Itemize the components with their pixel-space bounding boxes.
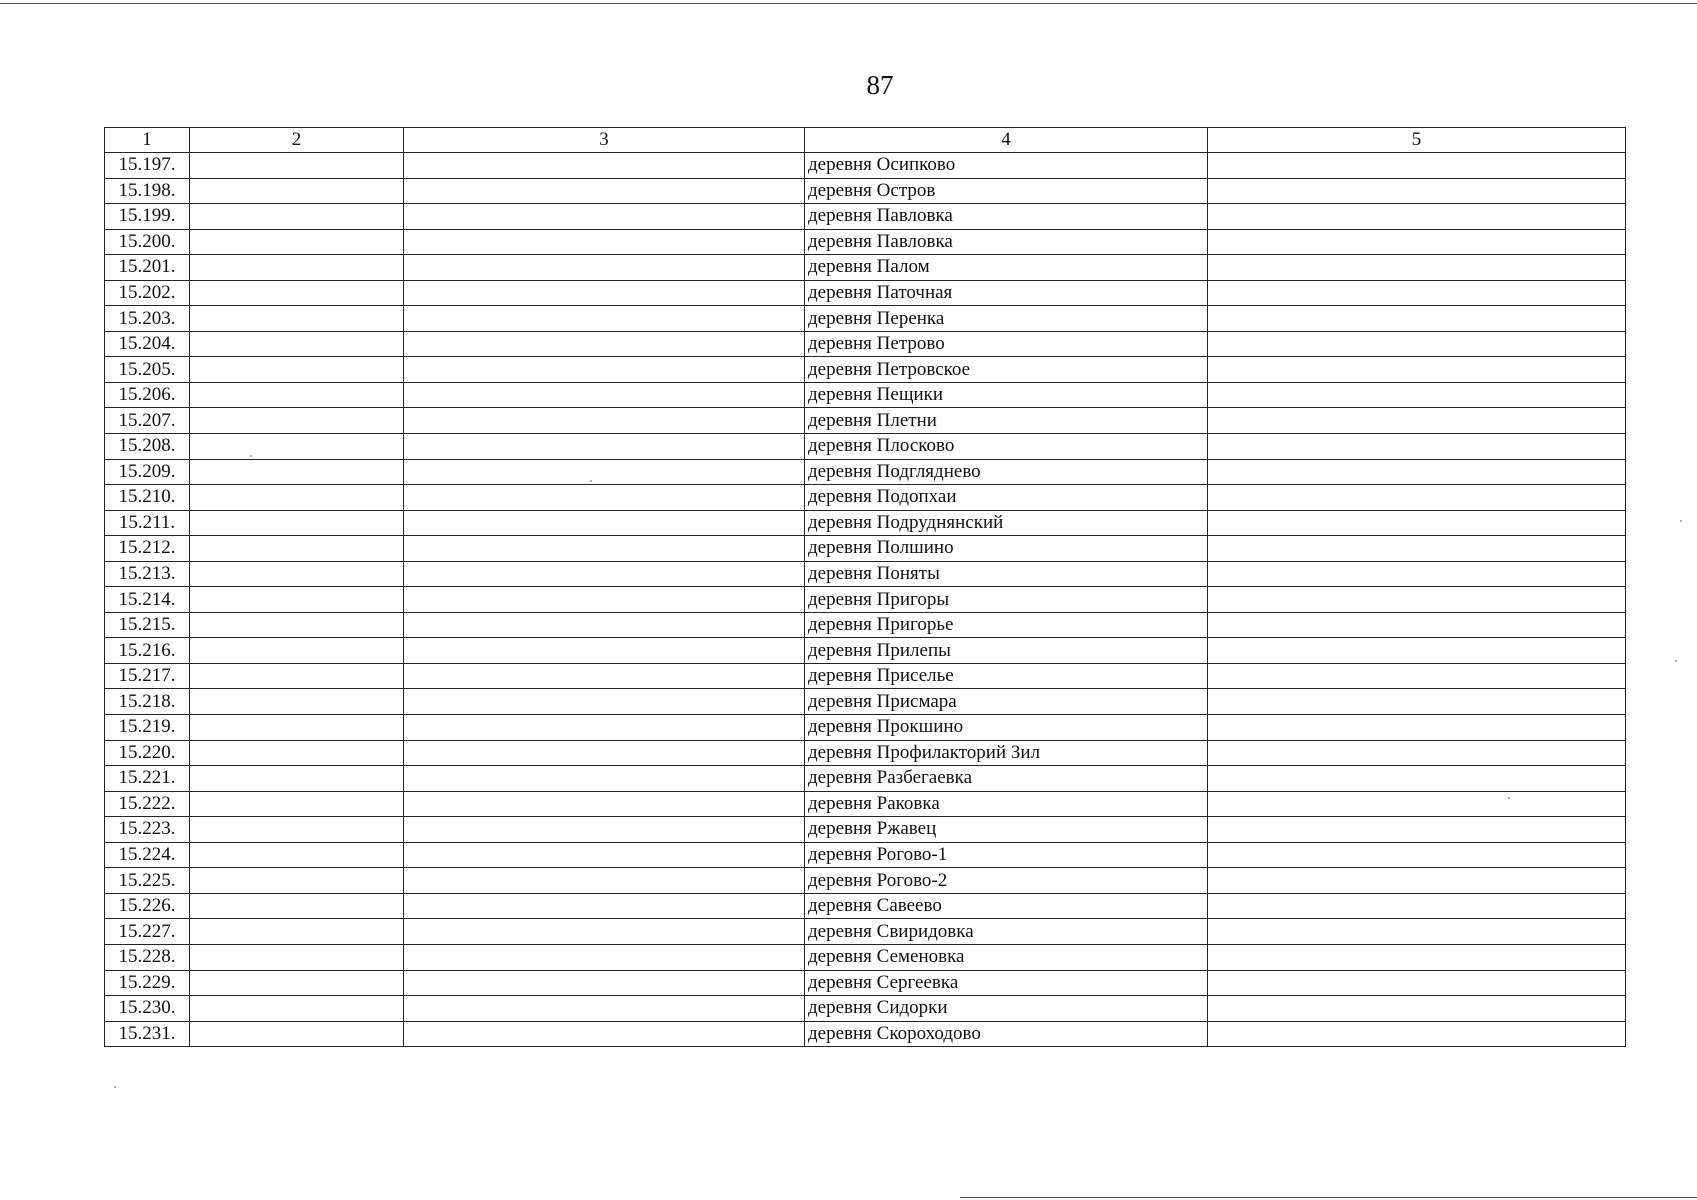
settlement-name-cell: деревня Пригорье xyxy=(805,612,1208,638)
column-5-cell xyxy=(1208,510,1626,536)
column-5-cell xyxy=(1208,1021,1626,1047)
settlement-name-cell: деревня Остров xyxy=(805,178,1208,204)
settlement-name-cell: деревня Подруднянский xyxy=(805,510,1208,536)
row-number-cell: 15.209. xyxy=(105,459,190,485)
row-number-cell: 15.221. xyxy=(105,766,190,792)
column-2-cell xyxy=(190,587,404,613)
column-5-cell xyxy=(1208,944,1626,970)
column-2-cell xyxy=(190,919,404,945)
column-2-cell xyxy=(190,663,404,689)
table-row xyxy=(105,255,1626,281)
column-3-cell xyxy=(404,944,805,970)
settlement-name-cell: деревня Разбегаевка xyxy=(805,766,1208,792)
table-row xyxy=(105,178,1626,204)
column-3-cell xyxy=(404,408,805,434)
table-row xyxy=(105,434,1626,460)
page-number: 87 xyxy=(866,70,894,100)
column-2-cell xyxy=(190,408,404,434)
column-3-cell xyxy=(404,280,805,306)
settlement-name-cell: деревня Сидорки xyxy=(805,996,1208,1022)
settlement-name-cell: деревня Пригоры xyxy=(805,587,1208,613)
settlement-name-cell: деревня Подопхаи xyxy=(805,485,1208,511)
scan-speck xyxy=(250,455,252,457)
column-2-cell xyxy=(190,204,404,230)
table-row xyxy=(105,561,1626,587)
column-3-cell xyxy=(404,255,805,281)
column-3-cell xyxy=(404,893,805,919)
row-number-cell: 15.229. xyxy=(105,970,190,996)
column-header-4: 4 xyxy=(805,128,1208,153)
column-5-cell xyxy=(1208,638,1626,664)
table-row xyxy=(105,331,1626,357)
row-number-cell: 15.197. xyxy=(105,153,190,179)
column-2-cell xyxy=(190,331,404,357)
column-5-cell xyxy=(1208,689,1626,715)
row-number-cell: 15.226. xyxy=(105,893,190,919)
column-5-cell xyxy=(1208,357,1626,383)
scan-speck xyxy=(590,480,592,482)
table-body xyxy=(105,153,1626,1047)
row-number-cell: 15.214. xyxy=(105,587,190,613)
column-5-cell xyxy=(1208,255,1626,281)
table-row xyxy=(105,1021,1626,1047)
table-row xyxy=(105,996,1626,1022)
settlement-name-cell: деревня Рогово-1 xyxy=(805,842,1208,868)
row-number-cell: 15.200. xyxy=(105,229,190,255)
column-2-cell xyxy=(190,459,404,485)
row-number-cell: 15.212. xyxy=(105,536,190,562)
table-row xyxy=(105,944,1626,970)
table-row xyxy=(105,842,1626,868)
row-number-cell: 15.211. xyxy=(105,510,190,536)
column-3-cell xyxy=(404,766,805,792)
table-row xyxy=(105,817,1626,843)
column-2-cell xyxy=(190,255,404,281)
column-3-cell xyxy=(404,638,805,664)
row-number-cell: 15.203. xyxy=(105,306,190,332)
column-3-cell xyxy=(404,229,805,255)
column-2-cell xyxy=(190,178,404,204)
row-number-cell: 15.207. xyxy=(105,408,190,434)
table-row xyxy=(105,306,1626,332)
row-number-cell: 15.220. xyxy=(105,740,190,766)
table-row xyxy=(105,638,1626,664)
row-number-cell: 15.205. xyxy=(105,357,190,383)
column-3-cell xyxy=(404,357,805,383)
settlement-name-cell: деревня Пещики xyxy=(805,382,1208,408)
column-2-cell xyxy=(190,153,404,179)
scan-speck xyxy=(1508,797,1510,799)
column-3-cell xyxy=(404,817,805,843)
row-number-cell: 15.227. xyxy=(105,919,190,945)
settlement-name-cell: деревня Рогово-2 xyxy=(805,868,1208,894)
settlement-name-cell: деревня Паточная xyxy=(805,280,1208,306)
table-row xyxy=(105,970,1626,996)
row-number-cell: 15.199. xyxy=(105,204,190,230)
column-5-cell xyxy=(1208,715,1626,741)
table-row xyxy=(105,740,1626,766)
row-number-cell: 15.222. xyxy=(105,791,190,817)
column-2-cell xyxy=(190,357,404,383)
table-row xyxy=(105,280,1626,306)
table-row xyxy=(105,893,1626,919)
column-2-cell xyxy=(190,638,404,664)
row-number-cell: 15.204. xyxy=(105,331,190,357)
column-5-cell xyxy=(1208,178,1626,204)
column-2-cell xyxy=(190,510,404,536)
row-number-cell: 15.228. xyxy=(105,944,190,970)
row-number-cell: 15.216. xyxy=(105,638,190,664)
column-2-cell xyxy=(190,689,404,715)
column-3-cell xyxy=(404,536,805,562)
table-row xyxy=(105,510,1626,536)
table-row xyxy=(105,689,1626,715)
row-number-cell: 15.215. xyxy=(105,612,190,638)
settlement-name-cell: деревня Плетни xyxy=(805,408,1208,434)
column-2-cell xyxy=(190,229,404,255)
settlement-name-cell: деревня Раковка xyxy=(805,791,1208,817)
table-row xyxy=(105,204,1626,230)
row-number-cell: 15.218. xyxy=(105,689,190,715)
column-3-cell xyxy=(404,663,805,689)
column-5-cell xyxy=(1208,153,1626,179)
settlements-table xyxy=(104,127,1626,1047)
column-3-cell xyxy=(404,587,805,613)
column-2-cell xyxy=(190,842,404,868)
scan-edge-bottom xyxy=(960,1197,1697,1198)
column-5-cell xyxy=(1208,766,1626,792)
column-5-cell xyxy=(1208,331,1626,357)
settlement-name-cell: деревня Перенка xyxy=(805,306,1208,332)
table-header-row xyxy=(105,128,1626,153)
column-2-cell xyxy=(190,791,404,817)
column-5-cell xyxy=(1208,842,1626,868)
settlement-name-cell: деревня Прилепы xyxy=(805,638,1208,664)
column-3-cell xyxy=(404,331,805,357)
row-number-cell: 15.210. xyxy=(105,485,190,511)
row-number-cell: 15.223. xyxy=(105,817,190,843)
column-3-cell xyxy=(404,204,805,230)
column-3-cell xyxy=(404,996,805,1022)
column-3-cell xyxy=(404,842,805,868)
column-3-cell xyxy=(404,689,805,715)
column-5-cell xyxy=(1208,459,1626,485)
table-row xyxy=(105,459,1626,485)
column-2-cell xyxy=(190,944,404,970)
column-header-5: 5 xyxy=(1208,128,1626,153)
table-row xyxy=(105,868,1626,894)
scan-speck xyxy=(1675,660,1677,662)
row-number-cell: 15.201. xyxy=(105,255,190,281)
settlement-name-cell: деревня Павловка xyxy=(805,204,1208,230)
settlement-name-cell: деревня Подгляднево xyxy=(805,459,1208,485)
column-5-cell xyxy=(1208,229,1626,255)
column-3-cell xyxy=(404,153,805,179)
table-row xyxy=(105,612,1626,638)
column-5-cell xyxy=(1208,306,1626,332)
table-row xyxy=(105,229,1626,255)
column-3-cell xyxy=(404,715,805,741)
table-row xyxy=(105,357,1626,383)
column-5-cell xyxy=(1208,612,1626,638)
table-row xyxy=(105,587,1626,613)
row-number-cell: 15.217. xyxy=(105,663,190,689)
row-number-cell: 15.213. xyxy=(105,561,190,587)
settlement-name-cell: деревня Семеновка xyxy=(805,944,1208,970)
row-number-cell: 15.202. xyxy=(105,280,190,306)
scan-edge-top xyxy=(0,3,1697,4)
column-5-cell xyxy=(1208,434,1626,460)
table-row xyxy=(105,766,1626,792)
row-number-cell: 15.198. xyxy=(105,178,190,204)
row-number-cell: 15.225. xyxy=(105,868,190,894)
table-row xyxy=(105,408,1626,434)
column-5-cell xyxy=(1208,919,1626,945)
column-3-cell xyxy=(404,510,805,536)
settlement-name-cell: деревня Петрово xyxy=(805,331,1208,357)
column-2-cell xyxy=(190,280,404,306)
column-2-cell xyxy=(190,306,404,332)
settlement-name-cell: деревня Полшино xyxy=(805,536,1208,562)
column-2-cell xyxy=(190,434,404,460)
column-2-cell xyxy=(190,715,404,741)
table-row xyxy=(105,485,1626,511)
settlement-name-cell: деревня Приселье xyxy=(805,663,1208,689)
column-2-cell xyxy=(190,868,404,894)
settlement-name-cell: деревня Палом xyxy=(805,255,1208,281)
column-3-cell xyxy=(404,485,805,511)
table-row xyxy=(105,153,1626,179)
column-2-cell xyxy=(190,817,404,843)
column-header-2: 2 xyxy=(190,128,404,153)
column-2-cell xyxy=(190,970,404,996)
column-5-cell xyxy=(1208,663,1626,689)
table-row xyxy=(105,791,1626,817)
column-2-cell xyxy=(190,996,404,1022)
column-2-cell xyxy=(190,485,404,511)
column-5-cell xyxy=(1208,868,1626,894)
column-2-cell xyxy=(190,536,404,562)
column-2-cell xyxy=(190,766,404,792)
column-3-cell xyxy=(404,459,805,485)
settlement-name-cell: деревня Осипково xyxy=(805,153,1208,179)
column-3-cell xyxy=(404,740,805,766)
settlement-name-cell: деревня Профилакторий Зил xyxy=(805,740,1208,766)
table-row xyxy=(105,919,1626,945)
row-number-cell: 15.224. xyxy=(105,842,190,868)
column-2-cell xyxy=(190,893,404,919)
column-5-cell xyxy=(1208,485,1626,511)
column-3-cell xyxy=(404,561,805,587)
column-3-cell xyxy=(404,970,805,996)
column-5-cell xyxy=(1208,408,1626,434)
settlement-name-cell: деревня Петровское xyxy=(805,357,1208,383)
settlement-name-cell: деревня Свиридовка xyxy=(805,919,1208,945)
column-5-cell xyxy=(1208,204,1626,230)
column-3-cell xyxy=(404,919,805,945)
settlement-name-cell: деревня Присмара xyxy=(805,689,1208,715)
column-5-cell xyxy=(1208,536,1626,562)
column-5-cell xyxy=(1208,970,1626,996)
column-5-cell xyxy=(1208,996,1626,1022)
column-2-cell xyxy=(190,612,404,638)
column-header-1: 1 xyxy=(105,128,190,153)
settlement-name-cell: деревня Сергеевка xyxy=(805,970,1208,996)
table-row xyxy=(105,663,1626,689)
column-3-cell xyxy=(404,434,805,460)
column-5-cell xyxy=(1208,561,1626,587)
column-5-cell xyxy=(1208,817,1626,843)
table-row xyxy=(105,382,1626,408)
column-2-cell xyxy=(190,561,404,587)
table-row xyxy=(105,715,1626,741)
column-2-cell xyxy=(190,740,404,766)
column-3-cell xyxy=(404,612,805,638)
column-2-cell xyxy=(190,382,404,408)
settlement-name-cell: деревня Плосково xyxy=(805,434,1208,460)
settlement-name-cell: деревня Скороходово xyxy=(805,1021,1208,1047)
column-5-cell xyxy=(1208,740,1626,766)
column-5-cell xyxy=(1208,280,1626,306)
column-3-cell xyxy=(404,306,805,332)
column-5-cell xyxy=(1208,791,1626,817)
column-5-cell xyxy=(1208,382,1626,408)
settlement-name-cell: деревня Павловка xyxy=(805,229,1208,255)
settlement-name-cell: деревня Поняты xyxy=(805,561,1208,587)
column-3-cell xyxy=(404,791,805,817)
table-row xyxy=(105,536,1626,562)
row-number-cell: 15.208. xyxy=(105,434,190,460)
row-number-cell: 15.206. xyxy=(105,382,190,408)
settlement-name-cell: деревня Савеево xyxy=(805,893,1208,919)
column-3-cell xyxy=(404,868,805,894)
column-header-3: 3 xyxy=(404,128,805,153)
scan-speck xyxy=(114,1086,116,1088)
row-number-cell: 15.230. xyxy=(105,996,190,1022)
settlement-name-cell: деревня Прокшино xyxy=(805,715,1208,741)
scan-speck xyxy=(1680,520,1682,522)
column-3-cell xyxy=(404,1021,805,1047)
column-3-cell xyxy=(404,178,805,204)
row-number-cell: 15.231. xyxy=(105,1021,190,1047)
settlement-name-cell: деревня Ржавец xyxy=(805,817,1208,843)
column-5-cell xyxy=(1208,893,1626,919)
column-5-cell xyxy=(1208,587,1626,613)
column-2-cell xyxy=(190,1021,404,1047)
column-3-cell xyxy=(404,382,805,408)
row-number-cell: 15.219. xyxy=(105,715,190,741)
